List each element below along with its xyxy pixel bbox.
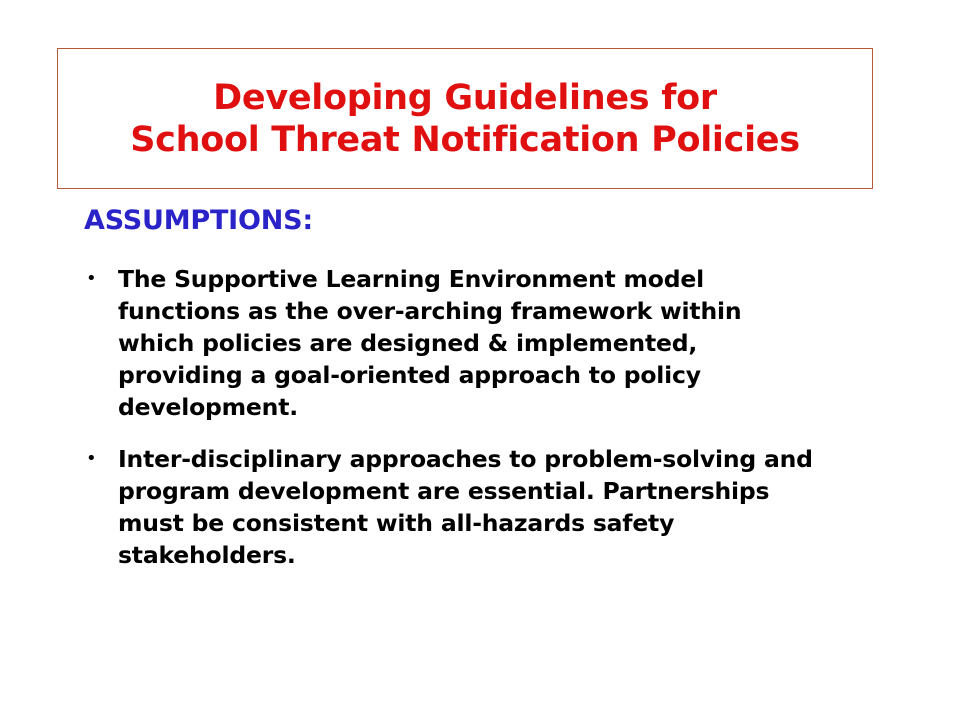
bullet-item-inter-disciplinary: [84, 443, 814, 571]
bullet-marker: •: [86, 268, 97, 289]
slide-title-line-1: Developing Guidelines for: [213, 77, 717, 118]
assumptions-bullet-list: [84, 263, 814, 591]
bullet-text: Inter-disciplinary approaches to problem-solving and program development are essential. Partnerships must be consistent with all-hazards safety stakeholders.: [118, 445, 813, 569]
slide-title-line-2: School Threat Notification Policies: [130, 119, 800, 160]
assumptions-heading: ASSUMPTIONS:: [84, 205, 314, 236]
bullet-item-learning-environment: [84, 263, 814, 423]
slide-title-box: [57, 48, 873, 189]
bullet-text: The Supportive Learning Environment model functions as the over-arching framework within which policies are designed & implemented, providing a goal-oriented approach to policy development.: [118, 265, 742, 421]
bullet-marker: •: [86, 448, 97, 469]
